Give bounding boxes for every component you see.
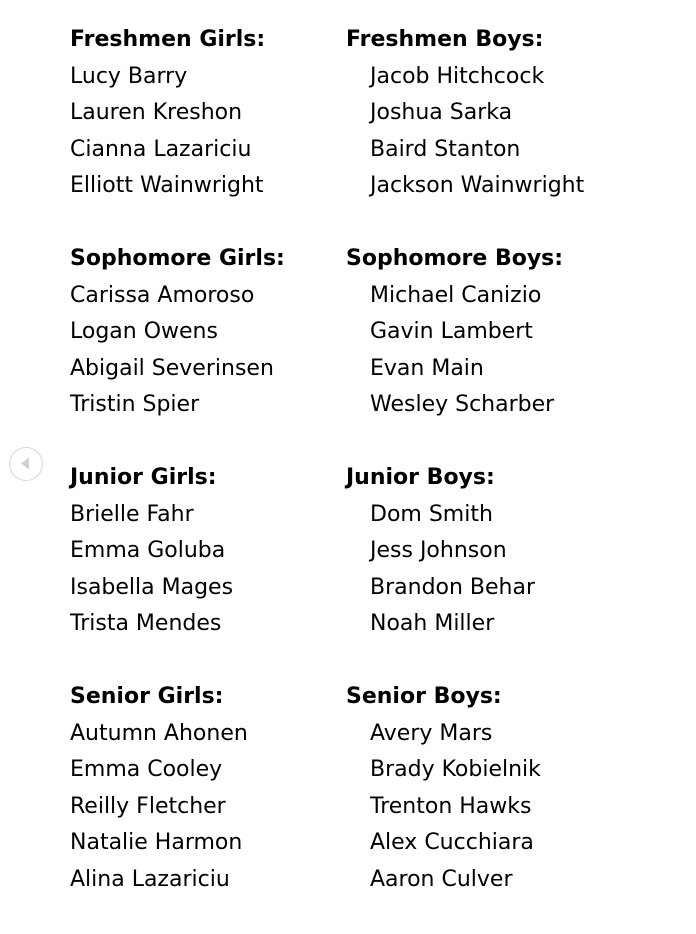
list-item: Michael Canizio xyxy=(370,282,542,308)
list-item: Alina Lazariciu xyxy=(70,866,230,892)
group-heading: Senior Boys: xyxy=(346,683,502,709)
sophomore-girls-group xyxy=(70,241,330,424)
group-heading: Sophomore Boys: xyxy=(346,245,564,271)
list-item: Lauren Kreshon xyxy=(70,100,243,126)
list-item: Baird Stanton xyxy=(370,136,521,162)
list-item: Dom Smith xyxy=(370,501,493,527)
list-item: Jess Johnson xyxy=(370,538,507,564)
group-heading: Junior Boys: xyxy=(346,464,495,490)
list-item: Reilly Fletcher xyxy=(70,793,226,819)
list-item: Isabella Mages xyxy=(70,574,234,600)
list-item: Autumn Ahonen xyxy=(70,720,248,746)
list-item: Brady Kobielnik xyxy=(370,757,541,783)
group-heading: Freshmen Boys: xyxy=(346,27,544,52)
boys-column xyxy=(346,22,676,934)
list-item: Elliott Wainwright xyxy=(70,173,264,199)
list-item: Avery Mars xyxy=(370,720,493,746)
list-item: Aaron Culver xyxy=(370,866,513,892)
group-heading: Sophomore Girls: xyxy=(70,245,285,271)
list-item: Alex Cucchiara xyxy=(370,830,534,856)
list-item: Trista Mendes xyxy=(70,611,222,637)
list-item: Joshua Sarka xyxy=(370,100,513,126)
list-item: Jackson Wainwright xyxy=(370,173,585,199)
list-item: Evan Main xyxy=(370,355,484,381)
senior-boys-group xyxy=(346,679,676,899)
list-item: Brandon Behar xyxy=(370,574,536,600)
group-heading: Senior Girls: xyxy=(70,683,224,709)
list-item: Emma Cooley xyxy=(70,757,223,783)
list-item: Wesley Scharber xyxy=(370,392,555,418)
junior-boys-group xyxy=(346,460,676,643)
freshmen-girls-group xyxy=(70,22,330,205)
list-item: Jacob Hitchcock xyxy=(370,63,545,89)
group-heading: Freshmen Girls: xyxy=(70,27,266,52)
girls-column xyxy=(70,22,330,934)
list-item: Tristin Spier xyxy=(70,392,200,418)
previous-page-button[interactable] xyxy=(9,447,43,481)
list-item: Logan Owens xyxy=(70,319,218,345)
triangle-left-icon xyxy=(10,448,41,479)
list-item: Cianna Lazariciu xyxy=(70,136,252,162)
junior-girls-group xyxy=(70,460,330,643)
list-item: Noah Miller xyxy=(370,611,495,637)
list-item: Lucy Barry xyxy=(70,63,188,89)
list-item: Brielle Fahr xyxy=(70,501,194,527)
list-item: Abigail Severinsen xyxy=(70,355,274,381)
senior-girls-group xyxy=(70,679,330,899)
list-item: Trenton Hawks xyxy=(370,793,532,819)
list-item: Gavin Lambert xyxy=(370,319,533,345)
freshmen-boys-group xyxy=(346,22,676,205)
list-item: Carissa Amoroso xyxy=(70,282,255,308)
list-item: Natalie Harmon xyxy=(70,830,243,856)
group-heading: Junior Girls: xyxy=(70,464,217,490)
sophomore-boys-group xyxy=(346,241,676,424)
list-item: Emma Goluba xyxy=(70,538,226,564)
